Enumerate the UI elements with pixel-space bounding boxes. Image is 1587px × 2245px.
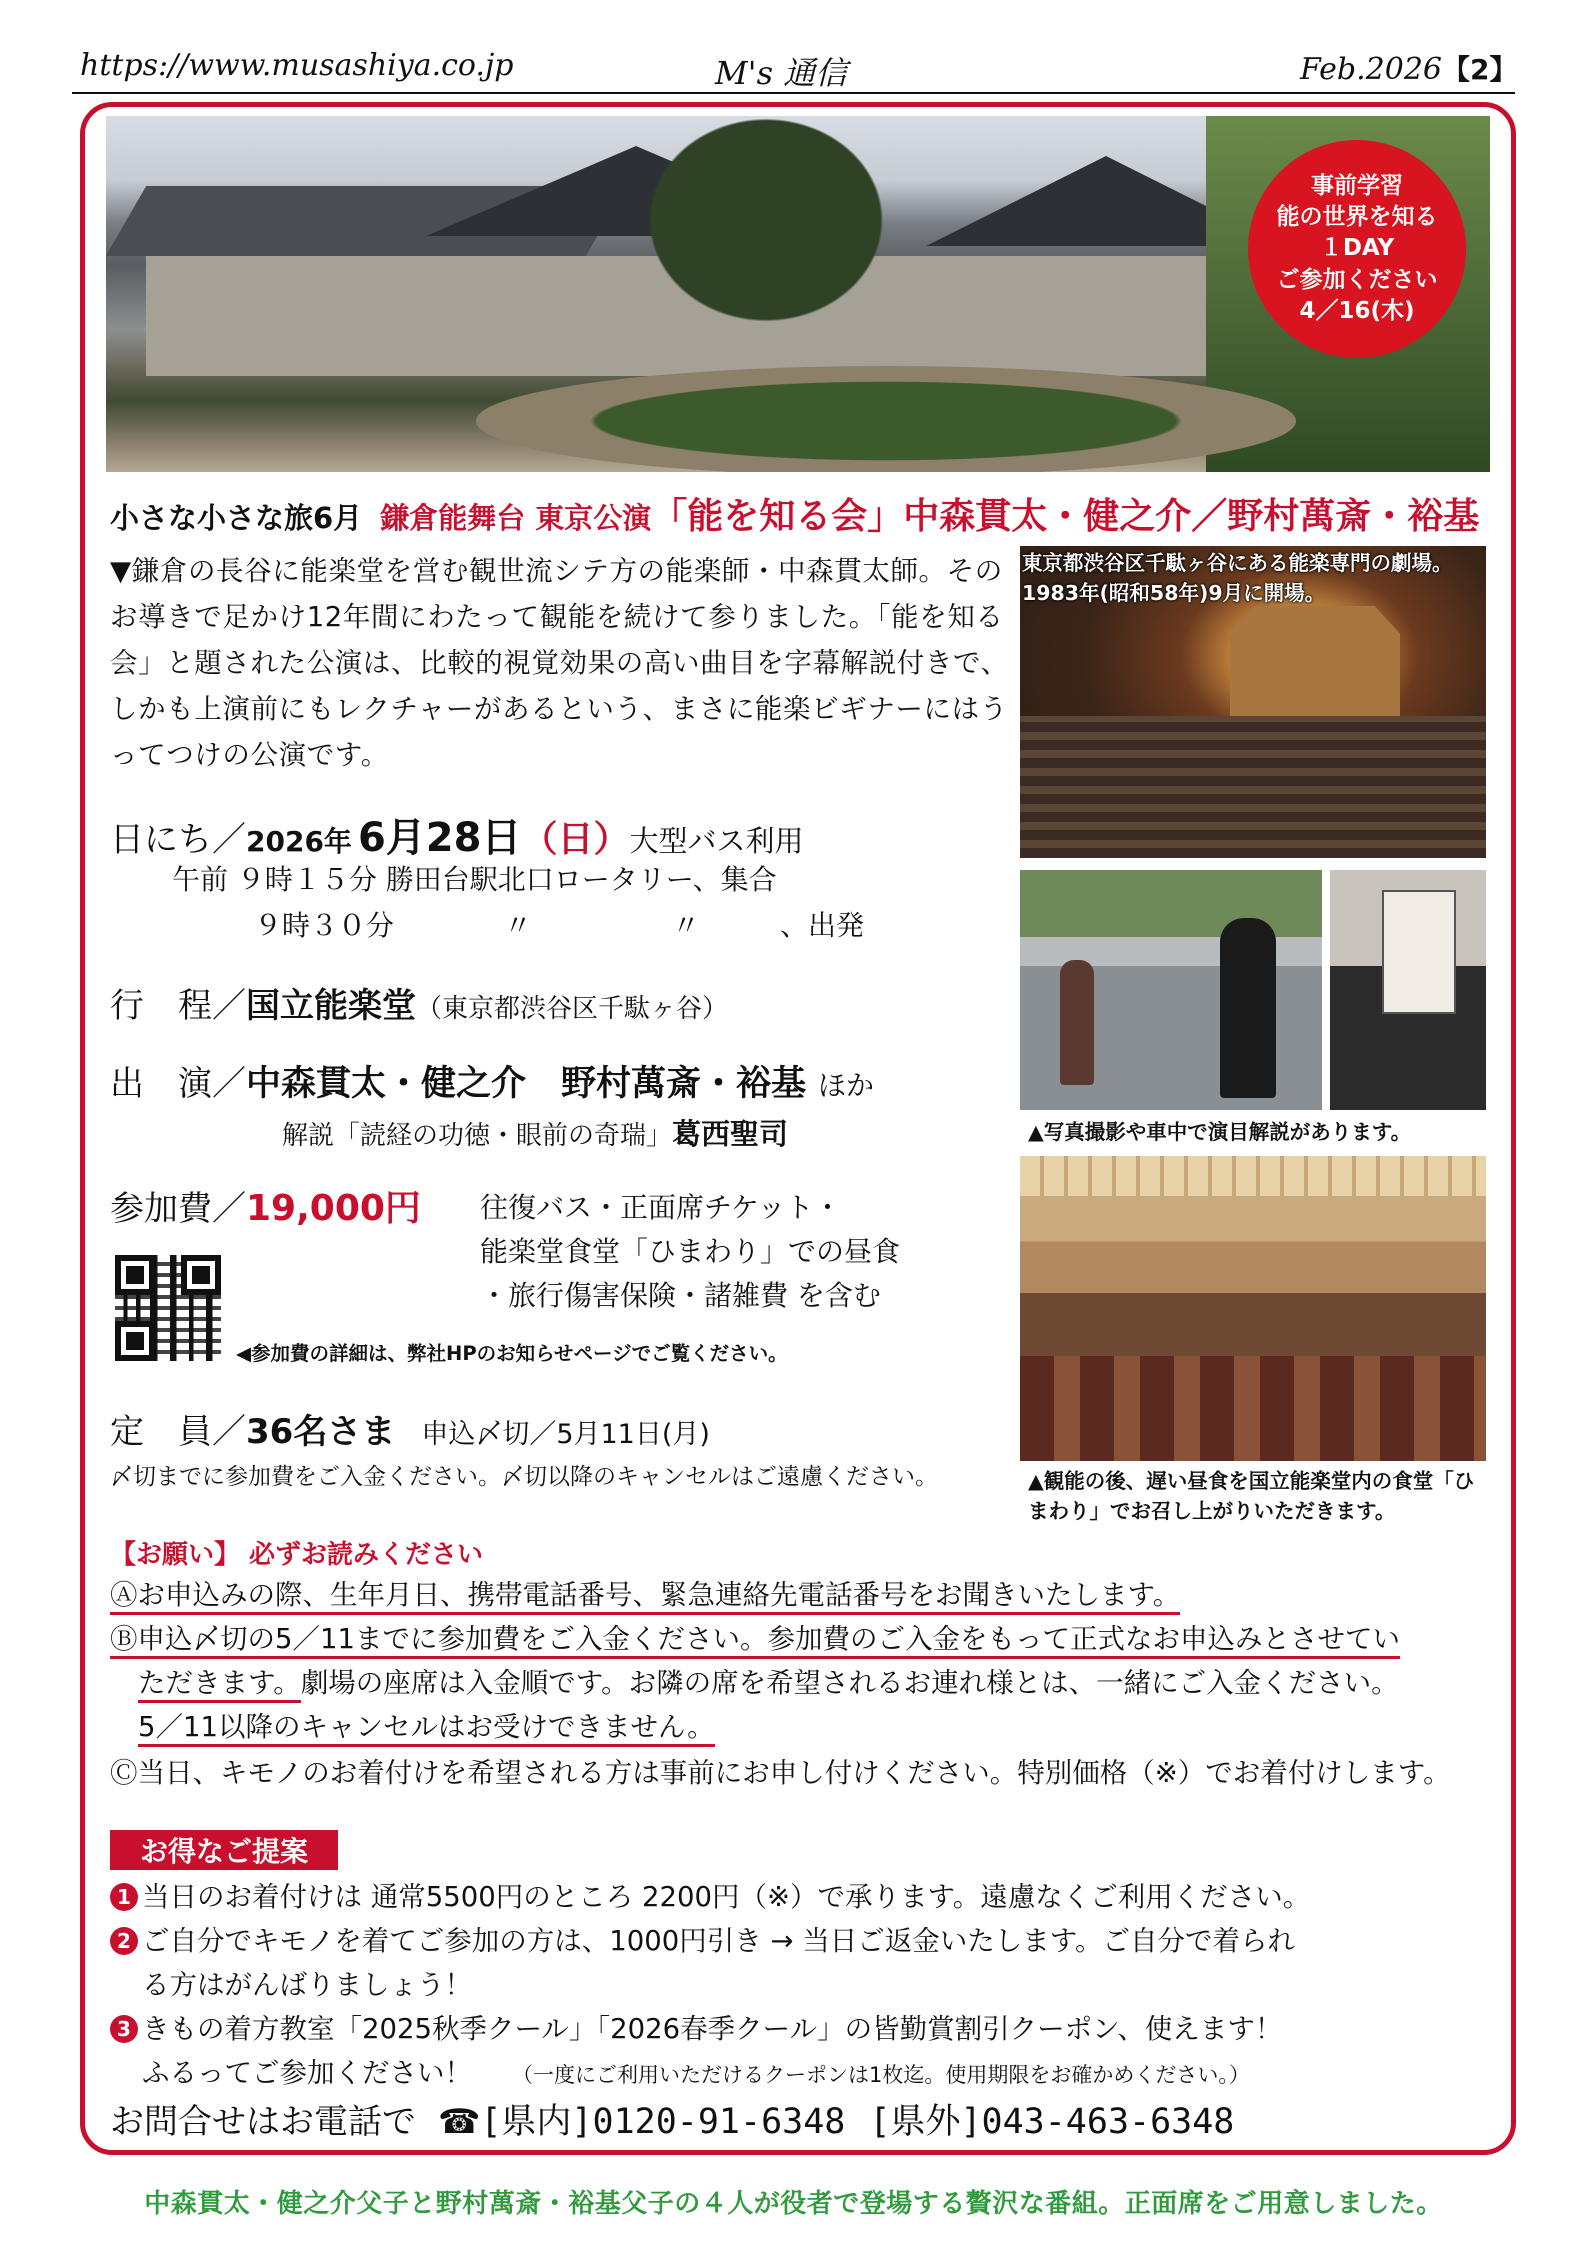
pine-tree — [586, 116, 946, 376]
offer-number: 3 — [110, 2015, 138, 2043]
trip-title — [110, 488, 1479, 539]
contact-label: お問合せはお電話で — [110, 2102, 416, 2142]
person-silhouette — [1220, 918, 1276, 1098]
phone-in-prefecture[interactable]: [県内]0120-91-6348 — [480, 2102, 846, 2142]
fee-include-line: 往復バス・正面席チケット・ — [480, 1191, 842, 1224]
ceiling — [1020, 1156, 1486, 1196]
venue-name: 国立能楽堂 — [246, 986, 416, 1026]
qr-finder — [115, 1255, 155, 1295]
event-weekday: 日 — [557, 819, 594, 860]
pre-study-badge — [1248, 140, 1466, 358]
offer-3-text: きもの着方教室「2025秋季クール」「2026春季クール」の皆勤賞割引クーポン、使えます！ — [142, 2013, 1283, 2045]
noh-stage — [1230, 606, 1400, 716]
program-name: 「能を知る会」中森貫太・健之介／野村萬斎・裕基 — [651, 495, 1480, 537]
request-a-text: Ⓐお申込みの際、生年月日、携帯電話番号、緊急連絡先電話番号をお聞きいたします。 — [110, 1579, 1180, 1615]
request-a — [110, 1574, 1500, 1616]
badge-line: 事前学習 — [1311, 172, 1403, 199]
departure-time — [254, 904, 864, 944]
request-b-underlined: ただきます。 — [138, 1667, 301, 1703]
fee-label: 参加費／ — [110, 1189, 246, 1229]
event-name: 鎌倉能舞台 東京公演 — [380, 501, 652, 535]
cast-names: 中森貫太・健之介 野村萬斎・裕基 — [246, 1064, 807, 1104]
fee-detail-note: ◀参加費の詳細は、弊社HPのお知らせページでご覧ください。 — [236, 1342, 788, 1365]
page-number: 【2】 — [1442, 53, 1518, 86]
offer-1-text: 当日のお着付けは 通常5500円のところ 2200円（※）で承ります。遠慮なくご利用ください。 — [142, 1881, 1311, 1913]
caption-restaurant: ▲観能の後、遅い昼食を国立能楽堂内の食堂「ひまわり」でお召し上がりいただきます。 — [1028, 1469, 1475, 1523]
venue-address: （東京都渋谷区千駄ヶ谷） — [416, 994, 729, 1024]
date-row — [110, 806, 804, 863]
contact-row — [110, 2094, 1234, 2144]
offer-3 — [110, 2008, 1500, 2050]
request-b-rest: 劇場の座席は入金順です。お隣の席を希望されるお連れ様とは、一緒にご入金ください。 — [300, 1667, 1399, 1699]
issue-date — [1300, 48, 1518, 88]
tables — [1020, 1356, 1486, 1461]
series-name: 小さな小さな旅6月 — [110, 501, 363, 535]
badge-line: 能の世界を知る — [1276, 204, 1438, 231]
phone-icon: ☎ — [438, 2102, 481, 2142]
photo-session-photo — [1020, 870, 1322, 1110]
badge-line: ご参加ください — [1276, 266, 1438, 293]
offer-number: 1 — [110, 1883, 138, 1911]
kimono-figure — [1060, 960, 1094, 1085]
offers-heading: お得なご提案 — [110, 1830, 338, 1870]
offer-2-cont: る方はがんばりましょう！ — [142, 1969, 472, 2001]
fee-includes — [480, 1186, 900, 1318]
departure-clock: ９時３０分 — [254, 909, 395, 942]
request-b-cont — [138, 1662, 1498, 1704]
paren: ） — [593, 819, 630, 860]
itinerary-label: 行 程／ — [110, 986, 246, 1026]
phone-out-prefecture[interactable]: [県外]043-463-6348 — [869, 2102, 1235, 2142]
itinerary-row — [110, 978, 728, 1027]
qr-finder — [115, 1321, 155, 1361]
fee-include-line: 能楽堂食堂「ひまわり」での昼食 — [480, 1235, 901, 1268]
capacity-label: 定 員／ — [110, 1412, 246, 1452]
assembly-time: 午前 ９時１５分 勝田台駅北口ロータリー、集合 — [172, 863, 777, 896]
commentary-title: 解説「読経の功徳・眼前の奇瑞」 — [282, 1121, 673, 1151]
event-date: 6月28日 — [357, 815, 522, 861]
requests-heading: 【お願い】 必ずお読みください — [110, 1540, 484, 1570]
badge-line: １DAY — [1319, 235, 1395, 262]
qr-finder — [181, 1255, 221, 1295]
newsletter-title: M's 通信 — [715, 54, 848, 92]
qr-code[interactable] — [115, 1255, 221, 1361]
bus-note: 大型バス利用 — [629, 824, 804, 858]
ditto-mark: 〃 — [504, 909, 533, 942]
date-label: 日にち／ — [110, 820, 246, 860]
offer-2-text: ご自分でキモノを着てご参加の方は、1000円引き → 当日ご返金いたします。ご自分で着られ — [142, 1925, 1296, 1957]
coupon-note: （一度にご利用いただけるクーポンは1枚迄。使用期限をお確かめください。） — [512, 2063, 1250, 2087]
offer-1 — [110, 1876, 1500, 1918]
bus-commentary-photo — [1330, 870, 1486, 1110]
fee-amount: 19,000円 — [246, 1188, 421, 1229]
request-b — [110, 1618, 1500, 1660]
offer-3-cont — [142, 2052, 1492, 2096]
footer-tagline: 中森貫太・健之介父子と野村萬斎・裕基父子の４人が役者で登場する贅沢な番組。正面席をご用意しました。 — [144, 2189, 1443, 2219]
request-b-cancel-text: 5／11以降のキャンセルはお受けできません。 — [138, 1711, 715, 1747]
badge-line: 4／16(木) — [1299, 297, 1415, 324]
request-c: Ⓒ当日、キモノのお着付けを希望される方は事前にお申し付けください。特別価格（※）でお着付けします。 — [110, 1757, 1451, 1789]
garden-island — [476, 366, 1296, 472]
audience-seats — [1020, 716, 1486, 858]
ditto-mark: 〃 — [672, 909, 701, 942]
cast-row — [110, 1056, 874, 1106]
fee-row — [110, 1180, 421, 1231]
intro-paragraph: ▼鎌倉の長谷に能楽堂を営む観世流シテ方の能楽師・中森貫太師。そのお導きで足かけ12年間にわたって観能を続けて参りました。「能を知る会」と題された公演は、比較的視覚効果の高い曲目を字幕解説付きで、しかも上演前にもレクチャーがあるという、まさに能楽ビギナーにはうってつけの公演です。 — [110, 555, 1009, 771]
header-divider — [72, 92, 1515, 94]
fee-include-line: ・旅行傷害保険・諸雑費 を含む — [480, 1279, 881, 1312]
issue-date-text: Feb.2026 — [1300, 52, 1443, 87]
site-url[interactable]: https://www.musashiya.co.jp — [80, 48, 514, 83]
application-deadline: 申込〆切／5月11日(月) — [421, 1419, 710, 1450]
payment-note: 〆切までに参加費をご入金ください。〆切以降のキャンセルはご遠慮ください。 — [110, 1464, 938, 1490]
cast-others: ほか — [818, 1069, 875, 1102]
offer-2 — [110, 1920, 1500, 1962]
offer-number: 2 — [110, 1927, 138, 1955]
restaurant-photo — [1020, 1156, 1486, 1461]
cast-label: 出 演／ — [110, 1064, 246, 1104]
event-year: 2026年 — [246, 825, 352, 858]
commentary-row — [282, 1112, 788, 1153]
commentary-board — [1382, 890, 1456, 1014]
caption-theatre: 東京都渋谷区千駄ヶ谷にある能楽専門の劇場。1983年(昭和58年)9月に開場。 — [1022, 551, 1453, 605]
request-b-cancel — [138, 1706, 1498, 1748]
caption-commentary: ▲写真撮影や車中で演目解説があります。 — [1028, 1120, 1412, 1144]
capacity-row — [110, 1404, 710, 1453]
capacity-value: 36名さま — [246, 1412, 396, 1452]
paren: （ — [521, 819, 558, 860]
commentator-name: 葛西聖司 — [672, 1117, 789, 1151]
request-b-text: Ⓑ申込〆切の5／11までに参加費をご入金ください。参加費のご入金をもって正式なお申込みとさせてい — [110, 1623, 1400, 1659]
offer-3-text-b: ふるってご参加ください！ — [142, 2057, 472, 2089]
departure-text: 、出発 — [780, 909, 865, 942]
